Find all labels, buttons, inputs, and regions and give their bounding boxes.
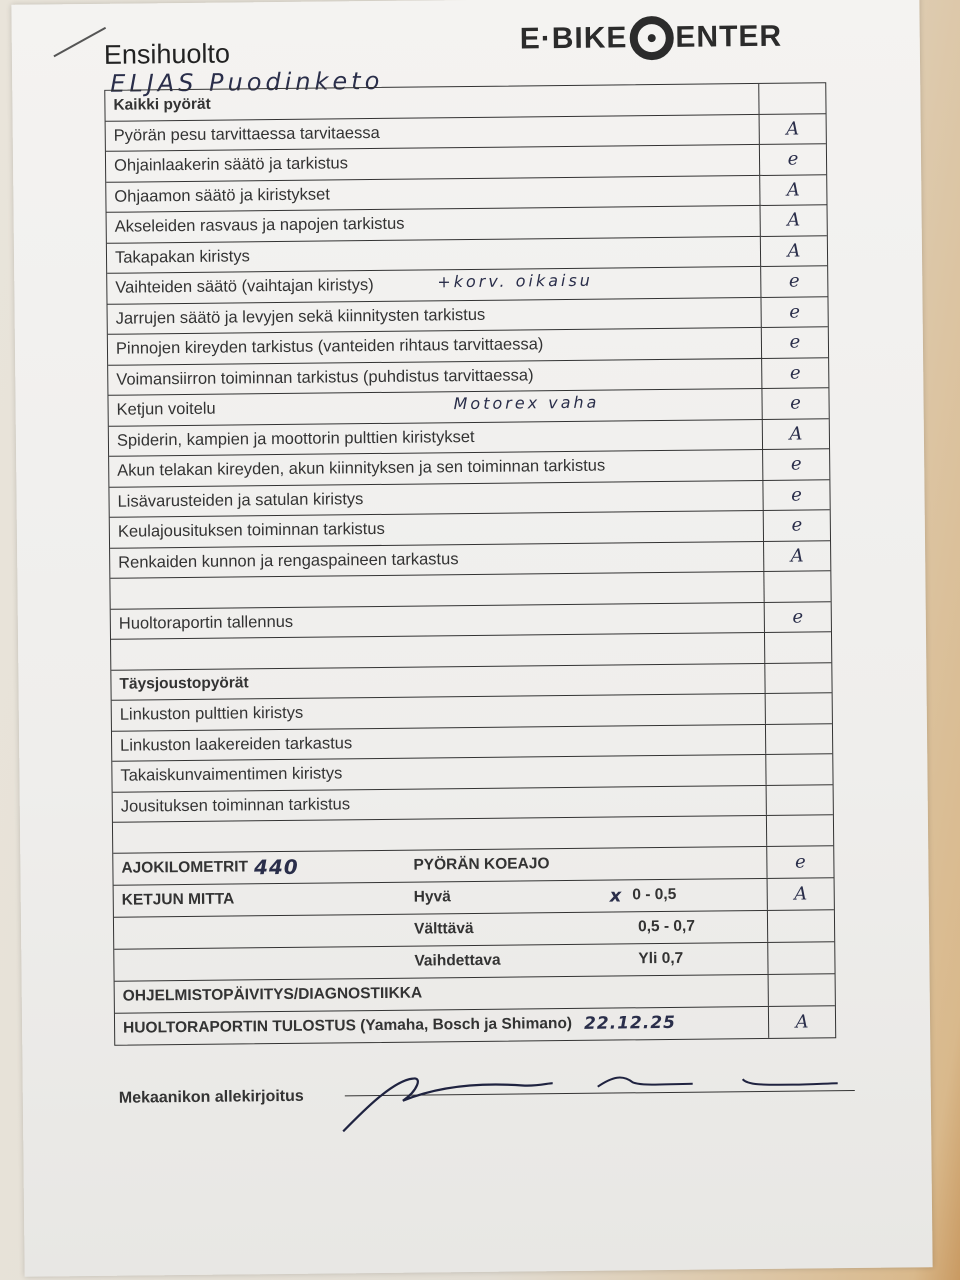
checklist-item-check-mark: A <box>787 240 801 262</box>
checklist-item-check-mark: A <box>790 545 804 567</box>
checklist-item-check-mark: e <box>791 514 803 536</box>
chain-label: KETJUN MITTA <box>121 890 235 909</box>
service-form-sheet <box>11 0 932 1277</box>
print-label: HUOLTORAPORTIN TULOSTUS (Yamaha, Bosch ja Shimano) <box>122 1014 573 1037</box>
checklist-item-check-mark: e <box>791 484 802 506</box>
checklist-item-label: Keulajousituksen toiminnan tarkistus <box>110 511 764 547</box>
checklist-item-label: Huoltoraportin tallennus <box>111 602 765 638</box>
chain-option-range: 0,5 - 0,7 <box>637 917 696 936</box>
checklist-item-label: Voimansiirron toiminnan tarkistus (puhdistus tarvittaessa) <box>108 358 762 394</box>
full-suspension-item-label: Linkuston pulttien kiristys <box>112 694 766 730</box>
full-suspension-item-label: Takaiskunvaimentimen kiristys <box>112 755 766 791</box>
checklist-item-check-mark: A <box>789 423 803 445</box>
checklist-item-label: Spiderin, kampien ja moottorin pulttien kiristykset <box>109 419 763 455</box>
full-suspension-item-label: Jousituksen toiminnan tarkistus <box>113 785 767 821</box>
signature-label: Mekaanikon allekirjoitus <box>118 1087 304 1107</box>
checklist-item-label: Vaihteiden säätö (vaihtajan kiristys) <box>107 267 761 303</box>
summary-grid <box>113 846 835 1045</box>
mechanic-signature <box>322 1056 843 1141</box>
section-heading-full-label: Täysjoustopyörät <box>111 663 765 699</box>
chain-option-range: 0 - 0,5 <box>632 885 677 904</box>
brand-logo <box>520 15 783 62</box>
checklist-item-check-mark: e <box>789 331 801 353</box>
checklist-item-label: Akseleiden rasvaus ja napojen tarkistus <box>107 206 761 242</box>
checklist-item-check-mark: A <box>786 179 800 201</box>
brand-logo-left: E·BIKE <box>519 21 628 56</box>
checklist-item-label: Takapakan kiristys <box>107 236 761 272</box>
full-suspension-item-label: Linkuston laakereiden tarkastus <box>112 724 766 760</box>
chain-mark: A <box>794 883 808 905</box>
checklist-item-label: Pyörän pesu tarvittaessa tarvitaessa <box>106 114 760 150</box>
checklist-item-check-mark: e <box>790 453 802 475</box>
full-suspension-item-check-mark <box>766 693 832 723</box>
checklist-item-label: Ketjun voitelu <box>108 389 762 425</box>
checklist-item-label: Jarrujen säätö ja levyjen sekä kiinnitysten tarkistus <box>108 297 762 333</box>
chain-option-label: Hyvä <box>413 888 451 906</box>
test-ride-label: PYÖRÄN KOEAJO <box>413 855 550 874</box>
test-ride-mark: e <box>794 851 806 873</box>
checklist-item-label: Lisävarusteiden ja satulan kiristys <box>109 480 763 516</box>
checklist-item-check-mark <box>765 632 831 662</box>
chain-option-label: Vaihdettava <box>414 951 501 970</box>
checklist-table <box>104 82 836 1045</box>
checklist-item-check-mark: e <box>788 270 800 292</box>
brand-logo-right: ENTER <box>675 19 783 54</box>
print-mark: A <box>795 1010 809 1033</box>
checklist-item-check-mark: e <box>789 301 801 323</box>
km-label: AJOKILOMETRIT <box>121 858 249 877</box>
checklist-item-label: Akun telakan kireyden, akun kiinnityksen ja sen toiminnan tarkistus <box>109 450 763 486</box>
full-suspension-item-check-mark <box>767 785 833 815</box>
handwritten-note: Motorex vaha <box>453 392 600 414</box>
chain-selected-mark: x <box>609 884 623 907</box>
print-row <box>115 1006 835 1045</box>
handwritten-note: +korv. oikaisu <box>437 270 593 292</box>
form-title: Ensihuolto <box>103 38 231 70</box>
full-suspension-item-check-mark <box>766 754 832 784</box>
software-label: OHJELMISTOPÄIVITYS/DIAGNOSTIIKKA <box>115 974 769 1012</box>
brand-logo-c-icon <box>629 16 673 60</box>
checklist-item-check-mark: A <box>786 118 800 140</box>
section-heading-all-label: Kaikki pyörät <box>105 84 759 120</box>
checklist-item-check-mark: e <box>792 606 804 628</box>
checklist-item-label: Pinnojen kireyden tarkistus (vanteiden rihtaus tarvittaessa) <box>108 328 762 364</box>
checklist-item-check-mark: A <box>787 209 801 231</box>
checklist-item-label: Ohjaamon säätö ja kiristykset <box>106 175 760 211</box>
service-date: 22.12.25 <box>583 1012 677 1034</box>
checklist-item-label: Ohjainlaakerin säätö ja tarkistus <box>106 145 760 181</box>
checklist-item-label: Renkaiden kunnon ja rengaspaineen tarkastus <box>110 541 764 577</box>
customer-name: ELJAS Puodinketo <box>110 66 384 98</box>
km-value: 440 <box>253 854 299 880</box>
checklist-item-check-mark: e <box>787 148 799 170</box>
chain-option-range: Yli 0,7 <box>638 949 684 968</box>
checklist-item-check-mark: e <box>790 392 802 414</box>
full-suspension-item-check-mark <box>766 724 832 754</box>
checklist-item-check-mark: e <box>789 362 801 384</box>
checklist-item-check-mark <box>764 571 830 601</box>
chain-option-label: Välttävä <box>413 920 474 938</box>
